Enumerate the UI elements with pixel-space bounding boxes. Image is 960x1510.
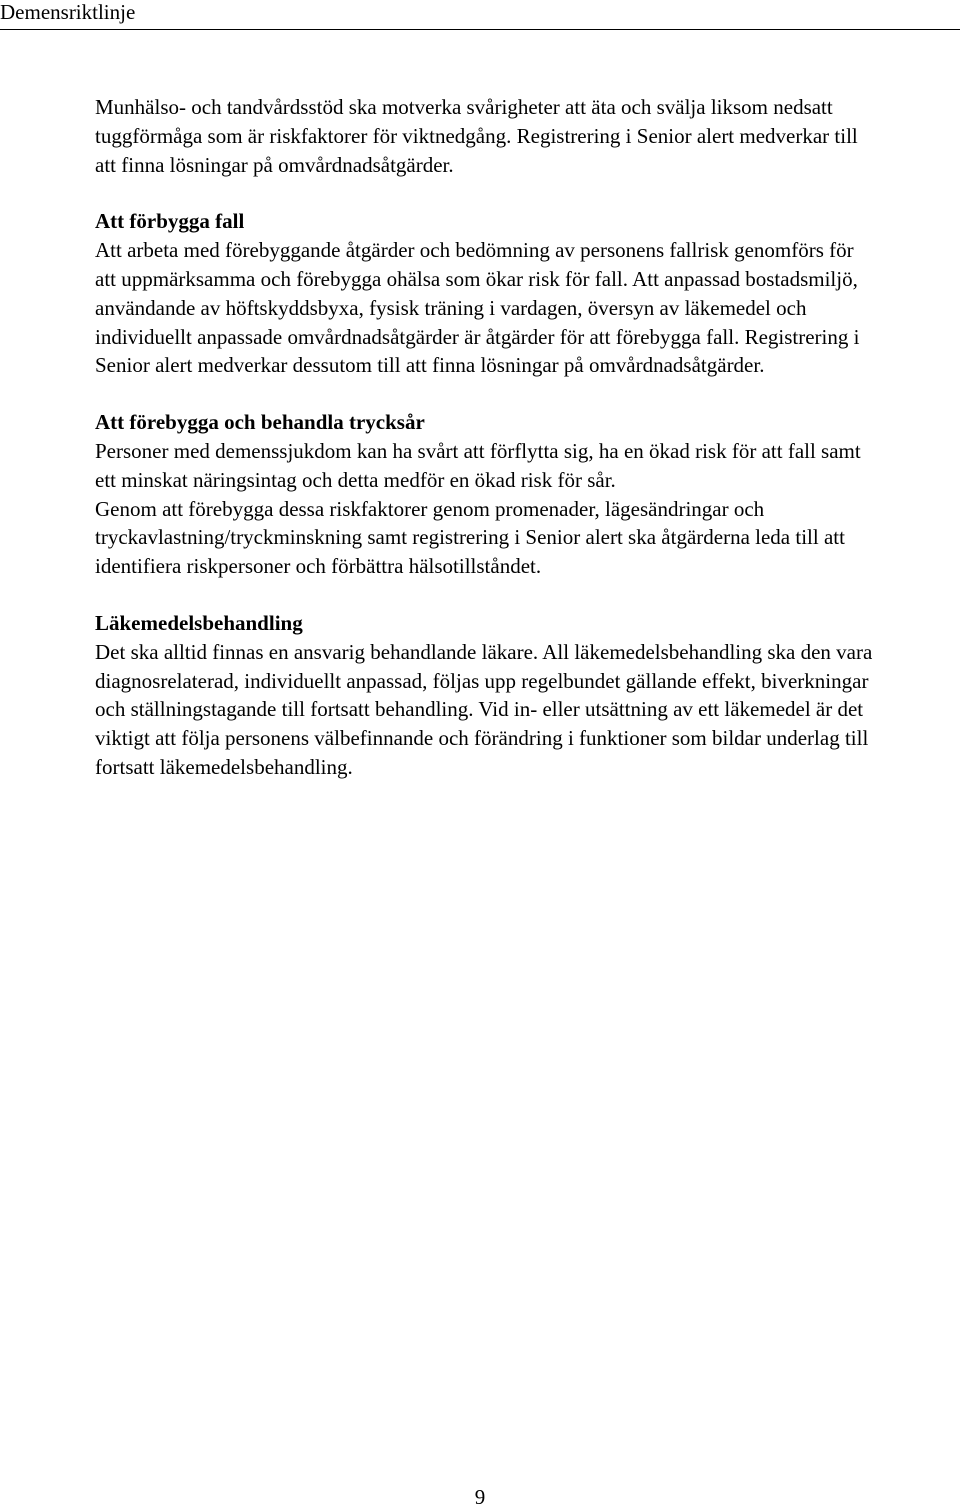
- section-paragraph: Att arbeta med förebyggande åtgärder och bedömning av personens fallrisk genomförs för att uppmärksamma och förebygga ohälsa som ökar risk för fall. Att anpassad bostadsmiljö, användande av höftskyddsbyxa, fysisk träning i vardagen, översyn av läkemedel och individuellt anpassade omvårdnadsåtgärder är åtgärder för att förebygga fall. Registrering i Senior alert medverkar dessutom till att finna lösningar på omvårdnadsåtgärder.: [95, 238, 860, 378]
- section-heading: Att förebygga och behandla trycksår: [95, 410, 425, 435]
- section-medication: [95, 609, 875, 782]
- section-paragraph: Personer med demenssjukdom kan ha svårt att förflytta sig, ha en ökad risk för att fall samt ett minskat näringsintag och detta medför en ökad risk för sår.: [95, 438, 861, 492]
- section-heading: Läkemedelsbehandling: [95, 610, 303, 635]
- document-title: Demensriktlinje: [0, 0, 136, 24]
- page-number: 9: [474, 1485, 486, 1509]
- running-header: [0, 0, 960, 30]
- section-fall: [95, 207, 875, 380]
- section-heading: Att förbygga fall: [95, 209, 245, 234]
- intro-paragraph: Munhälso- och tandvårdsstöd ska motverka svårigheter att äta och svälja liksom nedsatt tuggförmåga som är riskfaktorer för viktnedgång. Registrering i Senior alert medverkar till att finna lösningar på omvårdnadsåtgärder.: [95, 95, 858, 177]
- section-paragraph: Genom att förebygga dessa riskfaktorer genom promenader, lägesändringar och tryckavlastning/tryckminskning samt registrering i Senior alert ska åtgärderna leda till att identifiera riskpersoner och förbättra hälsotillståndet.: [95, 496, 845, 579]
- page-body: [95, 93, 875, 782]
- section-paragraph: Det ska alltid finnas en ansvarig behandlande läkare. All läkemedelsbehandling ska den vara diagnosrelaterad, individuellt anpassad, följas upp regelbundet gällande effekt, biverkningar och ställningstagande till fortsatt behandling. Vid in- eller utsättning av ett läkemedel är det viktigt att följa personens välbefinnande och förändring i funktioner som bildar underlag till fortsatt läkemedelsbehandling.: [95, 639, 873, 779]
- section-pressure-ulcers: [95, 408, 875, 581]
